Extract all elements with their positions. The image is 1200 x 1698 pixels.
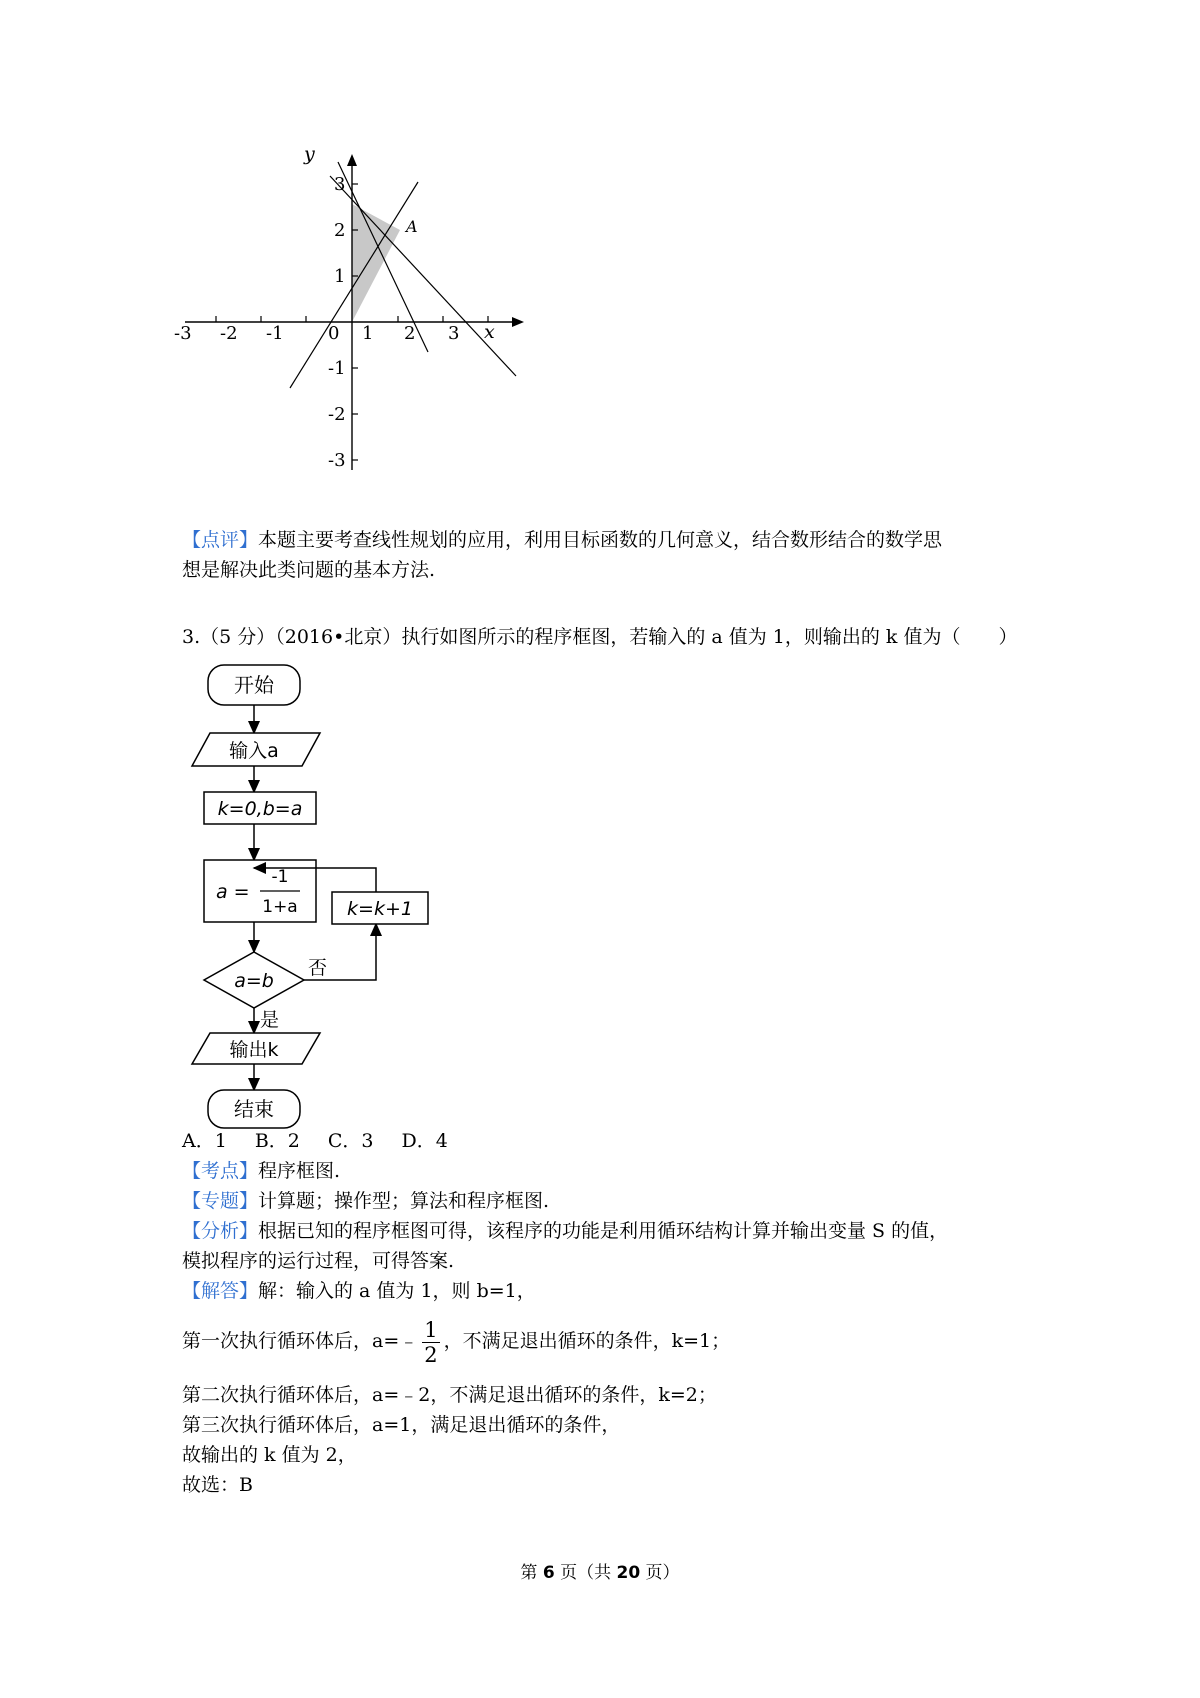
x-tick-label: -2 — [220, 323, 238, 344]
y-tick-label: 1 — [334, 266, 346, 287]
option-b: B．2 — [254, 1130, 300, 1152]
zhuanti-text: 计算题；操作型；算法和程序框图. — [258, 1190, 550, 1212]
fenxi-text-1: 根据已知的程序框图可得，该程序的功能是利用循环结构计算并输出变量 S 的值， — [258, 1220, 949, 1242]
kaodian-text: 程序框图. — [258, 1160, 341, 1182]
program-flowchart — [180, 660, 460, 1130]
point-a-label: A — [406, 217, 418, 236]
yes-label: 是 — [260, 1009, 280, 1031]
y-tick-label: -3 — [328, 450, 346, 471]
x-tick-label: -1 — [266, 323, 284, 344]
option-a: A．1 — [182, 1130, 227, 1152]
jieda-answer — [182, 1470, 253, 1500]
fenxi-line-1 — [182, 1216, 948, 1246]
zhuanti-line — [182, 1186, 549, 1216]
x-axis-arrow — [512, 317, 524, 327]
x-axis-label: x — [484, 321, 495, 343]
kaodian-line — [182, 1156, 340, 1186]
no-label: 否 — [308, 957, 328, 979]
jieda-tag: 【解答】 — [182, 1280, 259, 1302]
question-text: 3.（5 分）（2016•北京）执行如图所示的程序框图，若输入的 a 值为 1，则输出的 k 值为（ ） — [182, 626, 1018, 648]
step1-suffix: ，不满足退出循环的条件，k=1； — [443, 1330, 731, 1352]
y-axis-arrow — [347, 154, 357, 166]
review-text-1: 本题主要考查线性规划的应用，利用目标函数的几何意义，结合数形结合的数学思 — [258, 529, 943, 551]
jieda-text-1: 解：输入的 a 值为 1，则 b=1， — [258, 1280, 536, 1302]
footer-prefix: 第 — [520, 1563, 543, 1583]
jieda-step-3 — [182, 1410, 620, 1440]
jieda-step-1 — [182, 1314, 730, 1368]
footer-total-pages: 20 — [616, 1563, 641, 1583]
review-tag: 【点评】 — [182, 529, 259, 551]
options-line — [182, 1126, 448, 1156]
step4-text: 故输出的 k 值为 2， — [182, 1444, 357, 1466]
step3-text: 第三次执行循环体后，a=1，满足退出循环的条件， — [182, 1414, 621, 1436]
fenxi-line-2 — [182, 1246, 454, 1276]
review-text-2: 想是解决此类问题的基本方法. — [182, 559, 436, 581]
kaodian-tag: 【考点】 — [182, 1160, 259, 1182]
jieda-step-2 — [182, 1380, 717, 1410]
footer-middle: 页（共 — [554, 1563, 617, 1583]
answer-text: 故选：B — [182, 1474, 253, 1496]
x-tick-label: 1 — [362, 323, 374, 344]
step2-text: 第二次执行循环体后，a=﹣2，不满足退出循环的条件，k=2； — [182, 1384, 717, 1406]
step1-fraction — [422, 1318, 439, 1367]
y-tick-label: -1 — [328, 358, 346, 379]
assign-lhs: a = — [216, 881, 250, 903]
assign-numerator: -1 — [271, 867, 289, 887]
y-tick-label: -2 — [328, 404, 346, 425]
question-line — [182, 622, 1017, 652]
y-tick-label: 2 — [334, 220, 346, 241]
x-tick-label: -3 — [174, 323, 192, 344]
input-label: 输入a — [229, 740, 279, 762]
option-c: C．3 — [327, 1130, 374, 1152]
step1-prefix: 第一次执行循环体后，a=﹣ — [182, 1330, 419, 1352]
step1-numerator: 1 — [424, 1317, 438, 1342]
start-label: 开始 — [234, 673, 274, 697]
condition-label: a=b — [234, 970, 274, 992]
output-label: 输出k — [229, 1039, 279, 1061]
jieda-line-1 — [182, 1276, 536, 1306]
coordinate-graph — [174, 143, 580, 520]
page-footer — [0, 1558, 1200, 1583]
option-d: D．4 — [401, 1130, 448, 1152]
footer-suffix: 页） — [640, 1563, 680, 1583]
init-label: k=0,b=a — [217, 798, 303, 820]
review-line-2 — [182, 555, 435, 585]
y-tick-label: 3 — [334, 174, 346, 195]
end-label: 结束 — [234, 1097, 274, 1121]
zhuanti-tag: 【专题】 — [182, 1190, 259, 1212]
increment-label: k=k+1 — [347, 898, 413, 920]
review-line-1 — [182, 525, 942, 555]
x-tick-label: 0 — [328, 323, 340, 344]
step1-denominator: 2 — [424, 1342, 438, 1367]
fenxi-text-2: 模拟程序的运行过程，可得答案. — [182, 1250, 455, 1272]
x-tick-label: 3 — [448, 323, 460, 344]
footer-page-number: 6 — [542, 1563, 555, 1583]
x-tick-label: 2 — [404, 323, 416, 344]
fenxi-tag: 【分析】 — [182, 1220, 259, 1242]
jieda-step-4 — [182, 1440, 357, 1470]
y-axis-label: y — [304, 143, 315, 165]
assign-denominator: 1+a — [262, 897, 298, 917]
